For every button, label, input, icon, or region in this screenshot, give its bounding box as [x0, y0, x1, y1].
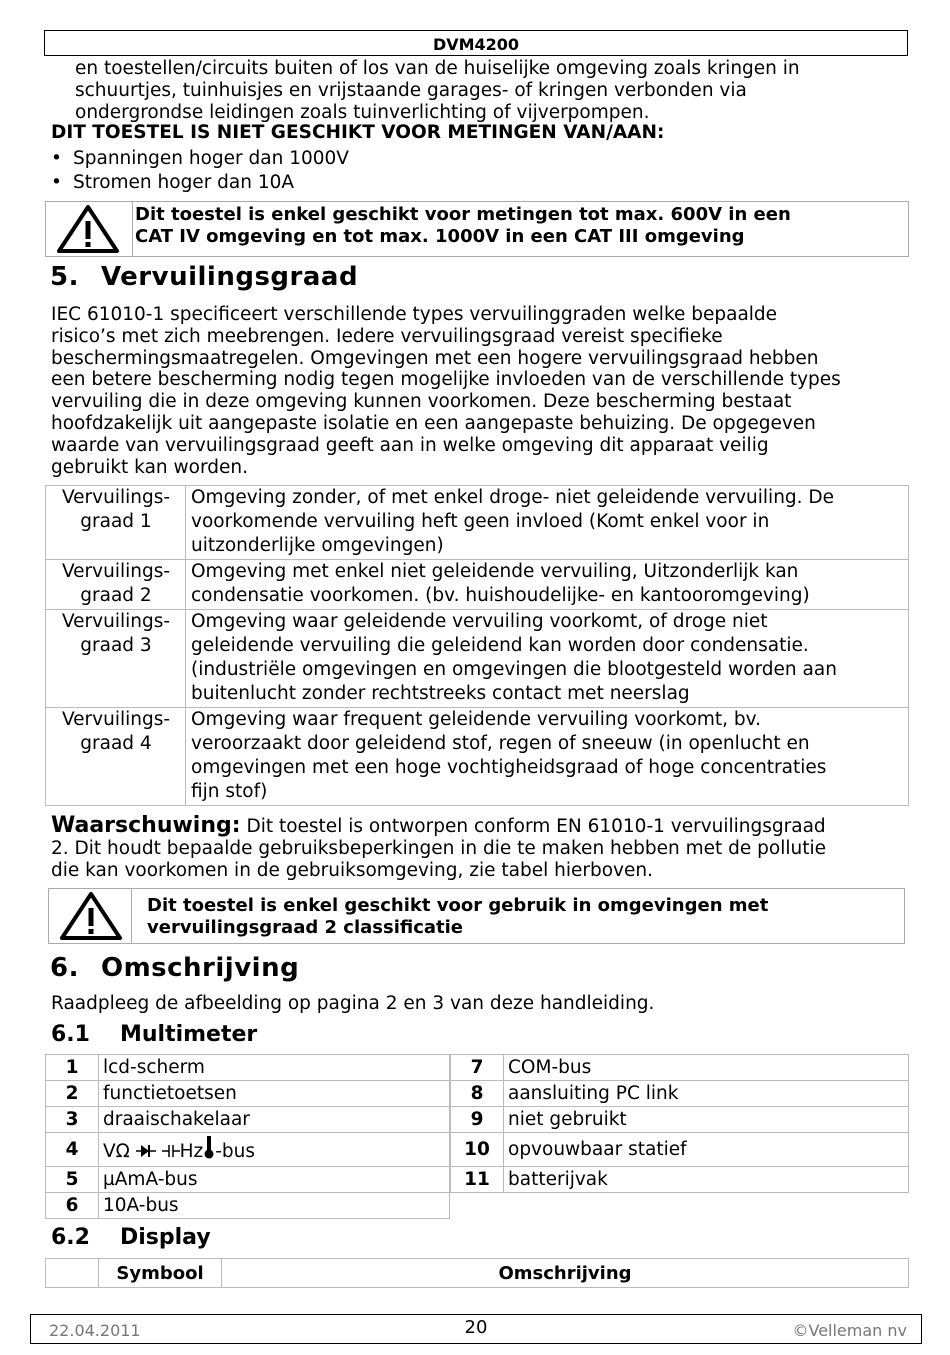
part-label: 10A-bus: [99, 1193, 450, 1219]
table-row: [46, 708, 909, 806]
display-table: [45, 1258, 909, 1288]
paragraph-line: een betere bescherming nodig tegen mogelijke invloeden van de verschillende types: [51, 369, 841, 391]
warning-icon-cell: [46, 202, 133, 256]
thermometer-icon: [203, 1135, 215, 1159]
paragraph-line: die kan voorkomen in de gebruiksomgeving, zie tabel hierboven.: [51, 859, 653, 881]
page-footer: [30, 1314, 922, 1344]
paragraph-line: IEC 61010-1 specificeert verschillende types vervuilinggraden welke bepaalde: [51, 304, 778, 325]
parts-table-left: [45, 1054, 450, 1219]
intro-line: ondergrondse leidingen zoals tuinverlichting of vijverpompen.: [75, 101, 650, 123]
paragraph-line: beschermingsmaatregelen. Omgevingen met een hogere vervuilingsgraad hebben: [51, 347, 819, 369]
part-label: draaischakelaar: [99, 1107, 450, 1133]
subsection-6-2-heading: [51, 1225, 211, 1250]
warning-triangle-icon: [59, 891, 123, 941]
warning-line: Dit toestel is enkel geschikt voor gebruik in omgevingen met: [147, 895, 769, 916]
grade-cell: Vervuilings- graad 3: [46, 610, 186, 708]
part-number: 1: [46, 1055, 99, 1081]
paragraph-line: waarde van vervuilingsgraad geeft aan in welke omgeving dit apparaat veilig: [51, 434, 769, 456]
paragraph-line: risico’s met zich meebrengen. Iedere vervuilingsgraad vereist specifieke: [51, 325, 723, 347]
table-header-row: [46, 1259, 909, 1288]
subsection-6-1-heading: [51, 1022, 257, 1047]
warning-line: Dit toestel is enkel geschikt voor metingen tot max. 600V in een: [135, 204, 791, 225]
part-number: 7: [451, 1055, 504, 1081]
warning-paragraph: [51, 815, 826, 881]
part-label: batterijvak: [504, 1167, 909, 1193]
part-number: 8: [451, 1081, 504, 1107]
table-row: [451, 1055, 909, 1081]
grade-description: Omgeving met enkel niet geleidende vervuiling, Uitzonderlijk kan condensatie voorkomen. (bv. huishoudelijke- en kantooromgeving): [186, 560, 909, 610]
grade-cell: Vervuilings- graad 2: [46, 560, 186, 610]
part-number: 5: [46, 1167, 99, 1193]
part-number: 2: [46, 1081, 99, 1107]
part-label: niet gebruikt: [504, 1107, 909, 1133]
table-row: [46, 1055, 450, 1081]
header-title: DVM4200: [432, 35, 520, 54]
paragraph-line: vervuiling die in deze omgeving kunnen voorkomen. Deze bescherming bestaat: [51, 391, 792, 413]
part-label: opvouwbaar statief: [504, 1133, 909, 1167]
footer-copyright: ©Velleman nv: [792, 1321, 907, 1340]
table-row: [451, 1107, 909, 1133]
table-row: [46, 1081, 450, 1107]
grade-description: Omgeving zonder, of met enkel droge- niet geleidende vervuiling. De voorkomende vervuiling heft geen invloed (Komt enkel voor in uitzonderlijke omgevingen): [186, 486, 909, 560]
part-label: functietoetsen: [99, 1081, 450, 1107]
bullet-item: [51, 148, 349, 169]
part-label: µAmA-bus: [99, 1167, 450, 1193]
table-row: [451, 1167, 909, 1193]
table-row: [46, 1107, 450, 1133]
table-row: [46, 560, 909, 610]
warning-box-pollution: [48, 888, 905, 944]
subsection-number: 6.2: [51, 1225, 90, 1250]
part-number: 11: [451, 1167, 504, 1193]
warning-text: [147, 895, 768, 939]
section-title: Omschrijving: [100, 953, 300, 983]
subsection-title: Multimeter: [119, 1022, 258, 1047]
part-label: aansluiting PC link: [504, 1081, 909, 1107]
paragraph-line: Dit toestel is ontworpen conform EN 61010-1 vervuilingsgraad: [240, 816, 826, 837]
label-hz: Hz: [179, 1141, 204, 1162]
footer-date: 22.04.2011: [49, 1321, 141, 1340]
part-number: 6: [46, 1193, 99, 1219]
page-header: [44, 30, 908, 56]
warning-text: [135, 204, 791, 248]
warning-line: CAT IV omgeving en tot max. 1000V in een CAT III omgeving: [135, 226, 745, 247]
table-row: [46, 486, 909, 560]
section-number: 6.: [50, 953, 79, 983]
grade-cell: Vervuilings- graad 1: [46, 486, 186, 560]
table-row: [46, 1167, 450, 1193]
paragraph-line: gebruikt kan worden.: [51, 456, 248, 478]
table-row: [46, 1193, 450, 1219]
warning-line: vervuilingsgraad 2 classificatie: [147, 917, 464, 938]
section-6-heading: [50, 953, 299, 983]
section-5-heading: [50, 262, 358, 292]
grade-description: Omgeving waar geleidende vervuiling voorkomt, of droge niet geleidende vervuiling die geleidend kan worden door condensatie. (industriële omgevingen en omgevingen die blootgesteld worden aan buitenlucht zonder rechtstreeks contact met neerslag: [186, 610, 909, 708]
label-suffix: -bus: [215, 1141, 255, 1162]
bullet-text: Stromen hoger dan 10A: [73, 172, 295, 193]
page-number: 20: [464, 1317, 488, 1338]
section-number: 5.: [50, 262, 79, 292]
part-number: 3: [46, 1107, 99, 1133]
section-6-intro: Raadpleeg de afbeelding op pagina 2 en 3 van deze handleiding.: [51, 993, 655, 1014]
not-suitable-heading: DIT TOESTEL IS NIET GESCHIKT VOOR METINGEN VAN/AAN:: [51, 122, 665, 143]
table-row: [451, 1133, 909, 1167]
grade-description: Omgeving waar frequent geleidende vervuiling voorkomt, bv. veroorzaakt door geleidend stof, regen of sneeuw (in openlucht en omgevingen met een hoge vochtigheidsgraad of hoge concentraties fijn stof): [186, 708, 909, 806]
part-label: [99, 1133, 450, 1167]
table-row: [46, 1133, 450, 1167]
section-title: Vervuilingsgraad: [100, 262, 359, 292]
section-5-paragraph: [51, 304, 841, 478]
bullet-text: Spanningen hoger dan 1000V: [73, 148, 349, 169]
part-number: 9: [451, 1107, 504, 1133]
warning-box-voltage: [45, 201, 909, 257]
column-header-description: Omschrijving: [222, 1259, 909, 1288]
capacitor-icon: [162, 1143, 180, 1159]
part-number: 10: [451, 1133, 504, 1167]
warning-triangle-icon: [56, 204, 120, 254]
subsection-number: 6.1: [51, 1022, 90, 1047]
bullet-icon: •: [51, 148, 62, 169]
intro-paragraph: [75, 58, 800, 123]
parts-table-right: [450, 1054, 909, 1193]
part-label: lcd-scherm: [99, 1055, 450, 1081]
part-number: 4: [46, 1133, 99, 1167]
warning-label: Waarschuwing:: [51, 813, 241, 838]
intro-line: schuurtjes, tuinhuisjes en vrijstaande garages- of kringen verbonden via: [75, 79, 747, 101]
table-row: [451, 1081, 909, 1107]
paragraph-line: hoofdzakelijk uit aangepaste isolatie en een aangepaste behuizing. De opgegeven: [51, 412, 816, 434]
label-prefix: VΩ: [103, 1141, 130, 1162]
pollution-grade-table: [45, 485, 909, 806]
subsection-title: Display: [119, 1225, 211, 1250]
paragraph-line: 2. Dit houdt bepaalde gebruiksbeperkingen in die te maken hebben met de pollutie: [51, 837, 827, 859]
bullet-icon: •: [51, 172, 62, 193]
part-label: COM-bus: [504, 1055, 909, 1081]
grade-cell: Vervuilings- graad 4: [46, 708, 186, 806]
table-row: [46, 610, 909, 708]
column-header-symbol: Symbool: [99, 1259, 222, 1288]
empty-cell: [46, 1259, 99, 1288]
diode-icon: [136, 1143, 156, 1159]
warning-icon-cell: [49, 889, 132, 943]
bullet-item: [51, 172, 294, 193]
intro-line: en toestellen/circuits buiten of los van de huiselijke omgeving zoals kringen in: [75, 58, 800, 79]
